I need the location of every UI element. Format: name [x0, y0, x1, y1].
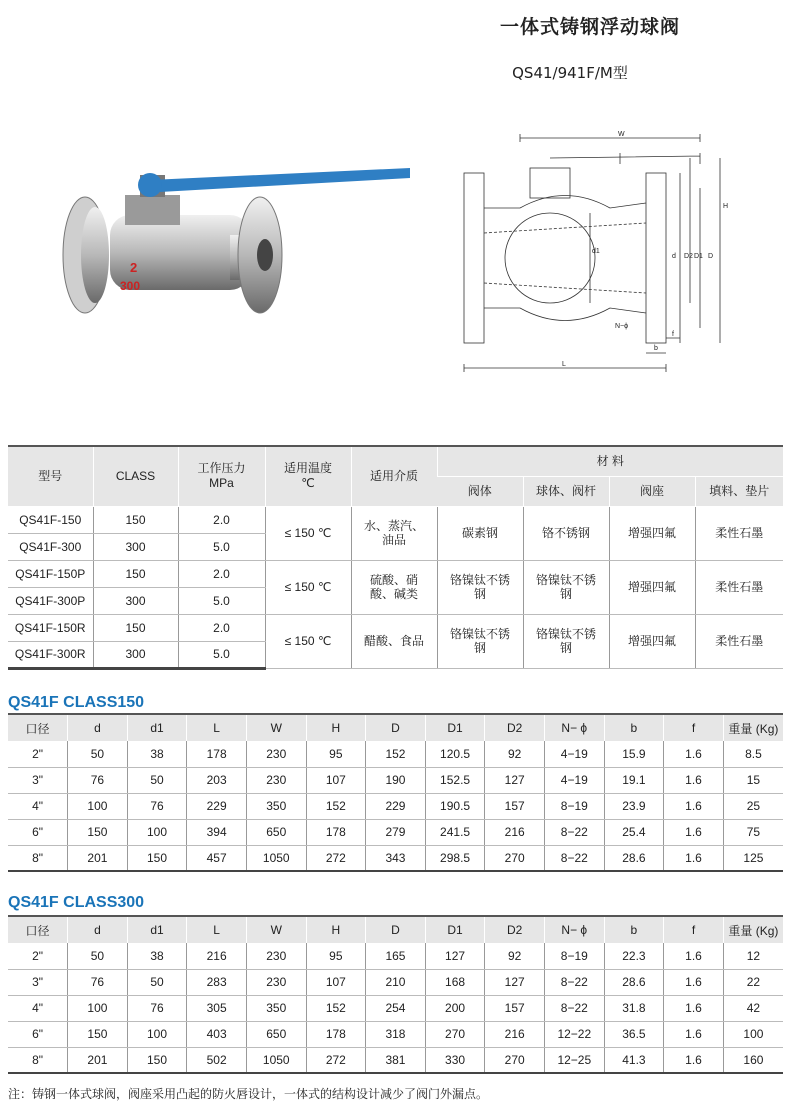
cell-class: 300 — [93, 641, 178, 668]
column-header: d1 — [127, 714, 187, 741]
header-ball-stem: 球体、阀杆 — [523, 476, 609, 506]
table-cell: 381 — [366, 1047, 426, 1073]
table-row — [8, 793, 783, 819]
table-cell: 457 — [187, 845, 247, 871]
column-header: D1 — [425, 916, 485, 943]
table-cell: 76 — [127, 793, 187, 819]
header-row — [8, 916, 783, 943]
table-cell: 157 — [485, 995, 545, 1021]
table-cell: 38 — [127, 943, 187, 969]
cell-seat: 增强四氟 — [609, 560, 695, 614]
table-cell: 190.5 — [425, 793, 485, 819]
cell-model: QS41F-300 — [8, 533, 93, 560]
table-cell: 279 — [366, 819, 426, 845]
column-header: D — [366, 714, 426, 741]
label-W: W — [618, 131, 625, 138]
table-cell: 270 — [425, 1021, 485, 1047]
table-cell: 15.9 — [604, 741, 664, 767]
table-cell: 229 — [187, 793, 247, 819]
table-cell: 6" — [8, 1021, 68, 1047]
label-H: H — [723, 203, 729, 210]
header-temp-unit: ℃ — [301, 476, 315, 491]
table-row — [8, 819, 783, 845]
column-header: W — [246, 714, 306, 741]
cell-pressure: 2.0 — [178, 506, 265, 533]
column-header: H — [306, 916, 366, 943]
column-header: W — [246, 916, 306, 943]
table-cell: 230 — [246, 741, 306, 767]
table-cell: 6" — [8, 819, 68, 845]
cell-body: 铬镍钛不锈钢 — [437, 614, 523, 668]
column-header: D2 — [485, 916, 545, 943]
table-cell: 8" — [8, 845, 68, 871]
header-pressure — [178, 446, 265, 506]
label-D1: D1 — [694, 253, 703, 260]
table-cell: 216 — [485, 819, 545, 845]
table-cell: 165 — [366, 943, 426, 969]
table-cell: 318 — [366, 1021, 426, 1047]
table-cell: 168 — [425, 969, 485, 995]
cell-medium: 醋酸、食品 — [351, 614, 437, 668]
cell-pressure: 5.0 — [178, 587, 265, 614]
table-cell: 157 — [485, 793, 545, 819]
table-cell: 650 — [246, 1021, 306, 1047]
cell-seat: 增强四氟 — [609, 614, 695, 668]
table-cell: 50 — [68, 943, 128, 969]
table-cell: 216 — [187, 943, 247, 969]
table-cell: 8.5 — [723, 741, 783, 767]
table-cell: 22.3 — [604, 943, 664, 969]
table-cell: 28.6 — [604, 969, 664, 995]
label-N-phi: N−ϕ — [615, 323, 629, 330]
table-cell: 270 — [485, 845, 545, 871]
table-cell: 36.5 — [604, 1021, 664, 1047]
table-cell: 1.6 — [664, 1021, 724, 1047]
table-cell: 100 — [68, 793, 128, 819]
header-body: 阀体 — [437, 476, 523, 506]
cell-body: 碳素钢 — [437, 506, 523, 560]
cell-body: 铬镍钛不锈钢 — [437, 560, 523, 614]
table-cell: 150 — [127, 1047, 187, 1073]
table-cell: 272 — [306, 1047, 366, 1073]
spec-table — [8, 445, 783, 670]
table-cell: 100 — [127, 1021, 187, 1047]
table-cell: 8−22 — [544, 819, 604, 845]
valve-dimension-drawing — [450, 128, 750, 378]
table-cell: 41.3 — [604, 1047, 664, 1073]
table-cell: 150 — [68, 819, 128, 845]
table-cell: 92 — [485, 741, 545, 767]
table-cell: 3" — [8, 767, 68, 793]
table-cell: 100 — [127, 819, 187, 845]
table-cell: 50 — [127, 767, 187, 793]
table-cell: 76 — [127, 995, 187, 1021]
table-cell: 254 — [366, 995, 426, 1021]
table-cell: 4" — [8, 793, 68, 819]
table-cell: 152 — [366, 741, 426, 767]
class300-table — [8, 915, 783, 1074]
cell-pressure: 2.0 — [178, 560, 265, 587]
table-cell: 8−19 — [544, 943, 604, 969]
table-cell: 8" — [8, 1047, 68, 1073]
table-cell: 107 — [306, 969, 366, 995]
table-cell: 100 — [68, 995, 128, 1021]
cell-model: QS41F-300R — [8, 641, 93, 668]
cell-seat: 增强四氟 — [609, 506, 695, 560]
table-cell: 127 — [485, 767, 545, 793]
table-cell: 76 — [68, 767, 128, 793]
column-header: N− ϕ — [544, 916, 604, 943]
table-row — [8, 1021, 783, 1047]
table-cell: 1.6 — [664, 793, 724, 819]
header-packing: 填料、垫片 — [695, 476, 783, 506]
label-b: b — [654, 345, 658, 352]
table-cell: 127 — [425, 943, 485, 969]
table-cell: 150 — [68, 1021, 128, 1047]
class150-title: QS41F CLASS150 — [8, 694, 145, 711]
table-row — [8, 995, 783, 1021]
table-cell: 502 — [187, 1047, 247, 1073]
header-temp-label: 适用温度 — [283, 461, 332, 476]
column-header: 重量 (Kg) — [723, 714, 783, 741]
header-class: CLASS — [93, 446, 178, 506]
table-cell: 2" — [8, 741, 68, 767]
table-cell: 95 — [306, 741, 366, 767]
table-cell: 107 — [306, 767, 366, 793]
table-row — [8, 943, 783, 969]
table-row — [8, 969, 783, 995]
table-cell: 210 — [366, 969, 426, 995]
column-header: f — [664, 916, 724, 943]
table-cell: 8−22 — [544, 845, 604, 871]
table-cell: 1.6 — [664, 943, 724, 969]
cell-pressure: 2.0 — [178, 614, 265, 641]
label-f: f — [672, 331, 674, 338]
column-header: 口径 — [8, 916, 68, 943]
table-cell: 12−25 — [544, 1047, 604, 1073]
table-cell: 25.4 — [604, 819, 664, 845]
table-cell: 4−19 — [544, 767, 604, 793]
label-d: d — [672, 253, 676, 260]
table-cell: 1.6 — [664, 1047, 724, 1073]
table-cell: 343 — [366, 845, 426, 871]
table-cell: 230 — [246, 969, 306, 995]
table-cell: 1.6 — [664, 767, 724, 793]
table-row — [8, 560, 783, 587]
header-model: 型号 — [8, 446, 93, 506]
table-cell: 8−19 — [544, 793, 604, 819]
column-header: D — [366, 916, 426, 943]
table-cell: 230 — [246, 767, 306, 793]
column-header: H — [306, 714, 366, 741]
table-cell: 203 — [187, 767, 247, 793]
cell-class: 150 — [93, 614, 178, 641]
table-cell: 125 — [723, 845, 783, 871]
table-row — [8, 767, 783, 793]
header-seat: 阀座 — [609, 476, 695, 506]
table-cell: 152 — [306, 793, 366, 819]
table-cell: 403 — [187, 1021, 247, 1047]
valve-photo — [50, 140, 420, 345]
table-cell: 650 — [246, 819, 306, 845]
cell-ball-stem: 铬镍钛不锈钢 — [523, 560, 609, 614]
cell-model: QS41F-150P — [8, 560, 93, 587]
table-cell: 1.6 — [664, 969, 724, 995]
header-materials: 材 料 — [437, 446, 783, 476]
column-header: D1 — [425, 714, 485, 741]
cell-ball-stem: 铬不锈钢 — [523, 506, 609, 560]
table-cell: 178 — [306, 1021, 366, 1047]
page-title: 一体式铸钢浮动球阀 — [499, 16, 680, 38]
table-cell: 150 — [127, 845, 187, 871]
table-cell: 76 — [68, 969, 128, 995]
table-cell: 1.6 — [664, 819, 724, 845]
model-subtitle: QS41/941F/M型 — [512, 64, 628, 82]
table-row — [8, 614, 783, 641]
table-cell: 270 — [485, 1047, 545, 1073]
table-cell: 12−22 — [544, 1021, 604, 1047]
table-cell: 241.5 — [425, 819, 485, 845]
table-cell: 8−22 — [544, 995, 604, 1021]
table-cell: 1050 — [246, 1047, 306, 1073]
class150-table — [8, 713, 783, 872]
label-d1: d1 — [592, 248, 600, 255]
cell-medium: 水、蒸汽、油品 — [351, 506, 437, 560]
table-cell: 8−22 — [544, 969, 604, 995]
table-row — [8, 741, 783, 767]
photo-marking-top: 2 — [130, 260, 138, 275]
table-cell: 1.6 — [664, 741, 724, 767]
cell-model: QS41F-150R — [8, 614, 93, 641]
cell-temp: ≤ 150 ℃ — [265, 506, 351, 560]
table-cell: 42 — [723, 995, 783, 1021]
table-cell: 283 — [187, 969, 247, 995]
table-cell: 50 — [127, 969, 187, 995]
column-header: d — [68, 714, 128, 741]
table-cell: 160 — [723, 1047, 783, 1073]
table-cell: 350 — [246, 793, 306, 819]
column-header: 口径 — [8, 714, 68, 741]
table-cell: 230 — [246, 943, 306, 969]
cell-class: 150 — [93, 506, 178, 533]
table-cell: 28.6 — [604, 845, 664, 871]
table-cell: 95 — [306, 943, 366, 969]
table-cell: 100 — [723, 1021, 783, 1047]
table-cell: 200 — [425, 995, 485, 1021]
label-L: L — [562, 361, 566, 368]
table-cell: 201 — [68, 1047, 128, 1073]
table-cell: 12 — [723, 943, 783, 969]
cell-pressure: 5.0 — [178, 533, 265, 560]
table-cell: 15 — [723, 767, 783, 793]
column-header: f — [664, 714, 724, 741]
header-row — [8, 714, 783, 741]
table-cell: 19.1 — [604, 767, 664, 793]
header-pressure-unit: MPa — [209, 476, 234, 491]
table-cell: 1.6 — [664, 845, 724, 871]
table-cell: 2" — [8, 943, 68, 969]
column-header: 重量 (Kg) — [723, 916, 783, 943]
table-cell: 38 — [127, 741, 187, 767]
table-cell: 272 — [306, 845, 366, 871]
table-cell: 3" — [8, 969, 68, 995]
cell-model: QS41F-150 — [8, 506, 93, 533]
table-cell: 350 — [246, 995, 306, 1021]
column-header: b — [604, 714, 664, 741]
table-cell: 120.5 — [425, 741, 485, 767]
cell-packing: 柔性石墨 — [695, 506, 783, 560]
table-cell: 394 — [187, 819, 247, 845]
cell-packing: 柔性石墨 — [695, 560, 783, 614]
cell-pressure: 5.0 — [178, 641, 265, 668]
cell-ball-stem: 铬镍钛不锈钢 — [523, 614, 609, 668]
cell-class: 300 — [93, 587, 178, 614]
table-cell: 75 — [723, 819, 783, 845]
table-row — [8, 845, 783, 871]
table-cell: 216 — [485, 1021, 545, 1047]
cell-packing: 柔性石墨 — [695, 614, 783, 668]
table-cell: 178 — [306, 819, 366, 845]
table-cell: 152 — [306, 995, 366, 1021]
table-cell: 305 — [187, 995, 247, 1021]
cell-model: QS41F-300P — [8, 587, 93, 614]
table-cell: 4−19 — [544, 741, 604, 767]
table-cell: 330 — [425, 1047, 485, 1073]
table-cell: 178 — [187, 741, 247, 767]
column-header: N− ϕ — [544, 714, 604, 741]
table-cell: 190 — [366, 767, 426, 793]
table-cell: 23.9 — [604, 793, 664, 819]
table-cell: 127 — [485, 969, 545, 995]
header-temp — [265, 446, 351, 506]
cell-temp: ≤ 150 ℃ — [265, 560, 351, 614]
table-cell: 298.5 — [425, 845, 485, 871]
table-cell: 31.8 — [604, 995, 664, 1021]
footnote: 注：铸钢一体式球阀，阀座采用凸起的防火唇设计，一体式的结构设计减少了阀门外漏点。 — [8, 1087, 489, 1101]
column-header: L — [187, 916, 247, 943]
header-pressure-label: 工作压力 — [197, 461, 246, 476]
table-row — [8, 506, 783, 533]
table-cell: 201 — [68, 845, 128, 871]
column-header: L — [187, 714, 247, 741]
column-header: d — [68, 916, 128, 943]
photo-marking-bottom: 300 — [120, 279, 141, 293]
label-D: D — [708, 253, 714, 260]
column-header: D2 — [485, 714, 545, 741]
table-row — [8, 1047, 783, 1073]
table-cell: 229 — [366, 793, 426, 819]
cell-class: 300 — [93, 533, 178, 560]
cell-temp: ≤ 150 ℃ — [265, 614, 351, 668]
table-cell: 50 — [68, 741, 128, 767]
table-cell: 4" — [8, 995, 68, 1021]
table-cell: 25 — [723, 793, 783, 819]
cell-medium: 硫酸、硝酸、碱类 — [351, 560, 437, 614]
cell-class: 150 — [93, 560, 178, 587]
table-cell: 92 — [485, 943, 545, 969]
table-cell: 22 — [723, 969, 783, 995]
table-cell: 1050 — [246, 845, 306, 871]
table-cell: 152.5 — [425, 767, 485, 793]
column-header: b — [604, 916, 664, 943]
column-header: d1 — [127, 916, 187, 943]
class300-title: QS41F CLASS300 — [8, 894, 145, 911]
table-cell: 1.6 — [664, 995, 724, 1021]
label-D2: D2 — [684, 253, 693, 260]
header-medium: 适用介质 — [351, 446, 437, 506]
